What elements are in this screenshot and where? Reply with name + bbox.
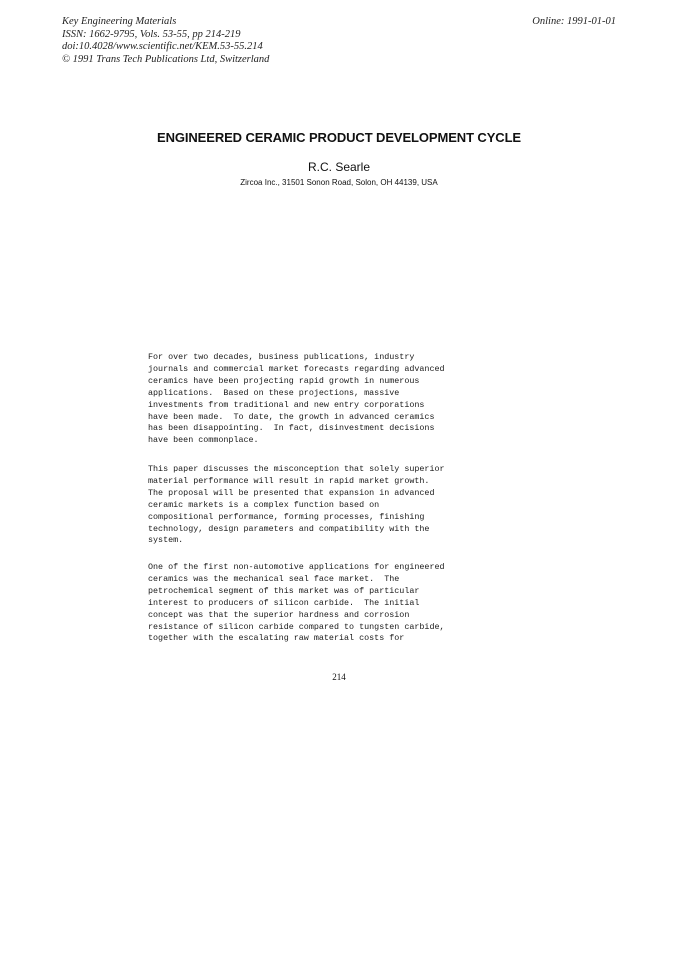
text-line: together with the escalating raw material costs for bbox=[148, 633, 405, 644]
copyright-line: © 1991 Trans Tech Publications Ltd, Switzerland bbox=[62, 53, 270, 65]
article-author: R.C. Searle bbox=[307, 160, 371, 174]
doi-line: doi:10.4028/www.scientific.net/KEM.53-55.214 bbox=[62, 41, 263, 52]
text-line: investments from traditional and new entry corporations bbox=[148, 399, 425, 410]
paragraph-1 bbox=[148, 352, 548, 447]
page-number: 214 bbox=[332, 672, 346, 682]
text-line: compositional performance, forming processes, finishing bbox=[148, 511, 425, 522]
journal-name: Key Engineering Materials bbox=[62, 16, 177, 27]
text-line: journals and commercial market forecasts regarding advanced bbox=[148, 363, 445, 374]
text-line: applications. Based on these projections, massive bbox=[148, 387, 400, 398]
text-line: resistance of silicon carbide compared to tungsten carbide, bbox=[148, 621, 445, 632]
online-date: Online: 1991-01-01 bbox=[532, 16, 616, 27]
article-title: ENGINEERED CERAMIC PRODUCT DEVELOPMENT CYCLE bbox=[157, 130, 521, 145]
text-line: ceramics was the mechanical seal face market. The bbox=[148, 573, 400, 584]
text-line: material performance will result in rapid market growth. bbox=[148, 475, 430, 486]
text-line: technology, design parameters and compatibility with the bbox=[148, 523, 430, 534]
issn-line: ISSN: 1662-9795, Vols. 53-55, pp 214-219 bbox=[62, 28, 241, 40]
text-line: have been commonplace. bbox=[148, 435, 259, 446]
text-line: This paper discusses the misconception that solely superior bbox=[148, 464, 445, 474]
text-line: For over two decades, business publications, industry bbox=[148, 352, 415, 362]
text-line: interest to producers of silicon carbide. The initial bbox=[148, 597, 420, 608]
text-line: One of the first non-automotive applications for engineered bbox=[148, 562, 445, 572]
text-line: have been made. To date, the growth in advanced ceramics bbox=[148, 411, 435, 422]
paragraph-2 bbox=[148, 464, 548, 547]
text-line: concept was that the superior hardness and corrosion bbox=[148, 609, 410, 620]
text-line: petrochemical segment of this market was of particular bbox=[148, 585, 420, 596]
journal-header bbox=[62, 16, 269, 66]
author-affiliation: Zircoa Inc., 31501 Sonon Road, Solon, OH 44139, USA bbox=[240, 178, 438, 187]
text-line: ceramic markets is a complex function based on bbox=[148, 499, 380, 510]
text-line: system. bbox=[148, 535, 184, 546]
text-line: ceramics have been projecting rapid growth in numerous bbox=[148, 375, 420, 386]
text-line: has been disappointing. In fact, disinvestment decisions bbox=[148, 423, 435, 434]
paragraph-3 bbox=[148, 562, 548, 645]
text-line: The proposal will be presented that expansion in advanced bbox=[148, 487, 435, 498]
